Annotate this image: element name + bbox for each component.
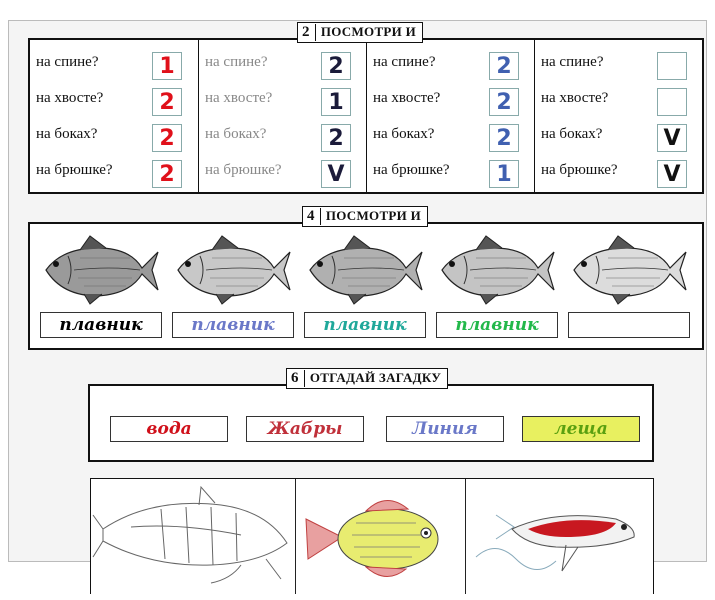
drawings-panel xyxy=(90,478,654,594)
question-label: на брюшке? xyxy=(373,162,450,178)
question-column-4 xyxy=(534,40,703,192)
section-4-heading: ПОСМОТРИ И xyxy=(325,208,422,223)
coloured-fish-drawing xyxy=(296,479,466,595)
red-fish-drawing xyxy=(466,479,656,595)
question-label: на спине? xyxy=(205,54,268,70)
sketched-fish-drawing xyxy=(91,479,295,595)
section-6-title xyxy=(286,368,448,389)
answer-box[interactable]: 2 xyxy=(152,88,182,116)
answer-box[interactable]: 2 xyxy=(489,124,519,152)
riddle-answer-box[interactable]: вода xyxy=(110,416,228,442)
question-label: на боках? xyxy=(205,126,267,142)
question-label: на хвосте? xyxy=(205,90,273,106)
section-4-title xyxy=(302,206,428,227)
fish-label-box[interactable]: плавник xyxy=(172,312,294,338)
section-2-heading: ПОСМОТРИ И xyxy=(320,24,417,39)
answer-box[interactable]: 2 xyxy=(152,160,182,188)
answer-box[interactable]: V xyxy=(657,124,687,152)
question-label: на брюшке? xyxy=(36,162,113,178)
answer-box[interactable]: 1 xyxy=(152,52,182,80)
question-label: на хвосте? xyxy=(373,90,441,106)
question-label: на брюшке? xyxy=(205,162,282,178)
drawing-cell-3 xyxy=(465,479,656,594)
answer-box[interactable] xyxy=(657,52,687,80)
answer-box[interactable]: 2 xyxy=(321,124,351,152)
fish-picture xyxy=(568,234,688,311)
riddle-answer-box[interactable]: Жабры xyxy=(246,416,364,442)
section-6-panel xyxy=(88,384,654,462)
question-label: на хвосте? xyxy=(541,90,609,106)
question-label: на боках? xyxy=(541,126,603,142)
fish-picture xyxy=(436,234,556,311)
question-column-1 xyxy=(30,40,198,192)
question-label: на спине? xyxy=(373,54,436,70)
answer-box[interactable]: 2 xyxy=(489,52,519,80)
question-columns xyxy=(30,40,702,192)
fish-picture xyxy=(304,234,424,311)
section-4-panel xyxy=(28,222,704,350)
section-2-number: 2 xyxy=(302,24,316,41)
answer-box[interactable]: 1 xyxy=(489,160,519,188)
question-label: на хвосте? xyxy=(36,90,104,106)
answer-box[interactable]: V xyxy=(321,160,351,188)
question-label: на спине? xyxy=(36,54,99,70)
drawing-cell-1 xyxy=(91,479,295,594)
fish-label-box[interactable] xyxy=(568,312,690,338)
fish-label-box[interactable]: плавник xyxy=(436,312,558,338)
fish-label-box[interactable]: плавник xyxy=(304,312,426,338)
question-label: на спине? xyxy=(541,54,604,70)
question-label: на брюшке? xyxy=(541,162,618,178)
answer-box[interactable]: 2 xyxy=(152,124,182,152)
question-label: на боках? xyxy=(373,126,435,142)
section-6-number: 6 xyxy=(291,370,305,387)
riddle-answer-box[interactable]: леща xyxy=(522,416,640,442)
section-6-heading: ОТГАДАЙ ЗАГАДКУ xyxy=(309,370,442,385)
section-4-number: 4 xyxy=(307,208,321,225)
question-column-3 xyxy=(366,40,535,192)
fish-picture xyxy=(172,234,292,311)
section-2-title xyxy=(297,22,423,43)
question-label: на боках? xyxy=(36,126,98,142)
answer-box[interactable]: 1 xyxy=(321,88,351,116)
fish-row xyxy=(30,224,702,348)
section-2-panel xyxy=(28,38,704,194)
answer-box[interactable]: V xyxy=(657,160,687,188)
riddle-answers xyxy=(90,386,652,460)
riddle-answer-box[interactable]: Линия xyxy=(386,416,504,442)
answer-box[interactable]: 2 xyxy=(321,52,351,80)
answer-box[interactable] xyxy=(657,88,687,116)
answer-box[interactable]: 2 xyxy=(489,88,519,116)
fish-label-box[interactable]: плавник xyxy=(40,312,162,338)
drawing-cell-2 xyxy=(295,479,466,594)
fish-picture xyxy=(40,234,160,311)
question-column-2 xyxy=(198,40,367,192)
